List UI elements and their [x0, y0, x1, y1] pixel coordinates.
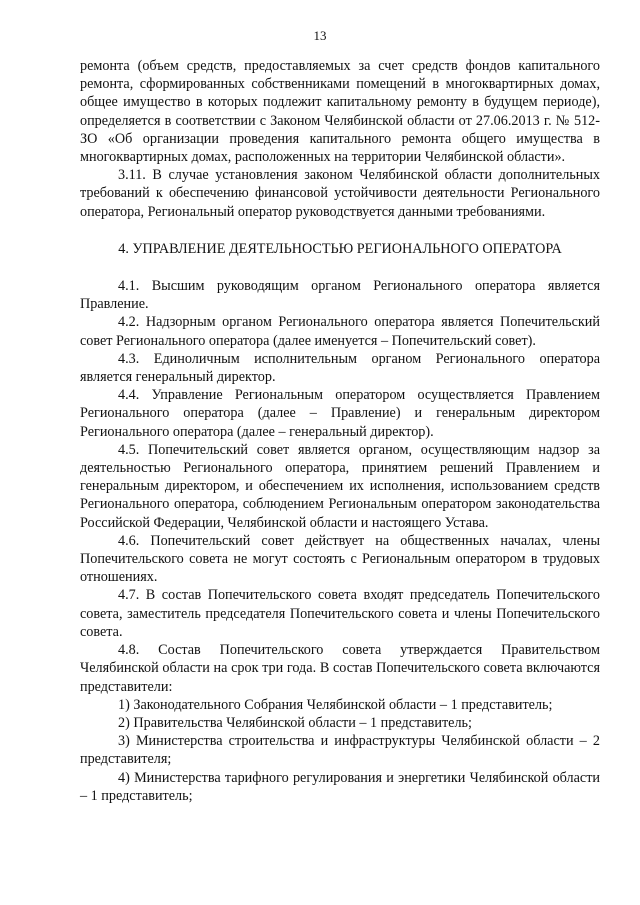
section-heading-4: 4. УПРАВЛЕНИЕ ДЕЯТЕЛЬНОСТЬЮ РЕГИОНАЛЬНОГО ОПЕРАТОРА: [118, 240, 562, 257]
paragraph-4-8: 4.8. Состав Попечительского совета утверждается Правительством Челябинской области на срок три года. В состав Попечительского совета включаются представители:: [80, 642, 600, 695]
paragraph-4-5: 4.5. Попечительский совет является органом, осуществляющим надзор за деятельностью Регионального оператора, принятием решений Правлением и генеральным директором, и обеспечением их исполнения, использованием средств Регионального оператора, соблюдением Региональным оператором законодательства Российской Федерации, Челябинской области и настоящего Устава.: [80, 441, 600, 531]
paragraph-4-3: 4.3. Единоличным исполнительным органом Регионального оператора является генеральный директор.: [80, 350, 600, 386]
paragraph-4-4: 4.4. Управление Региональным оператором осуществляется Правлением Регионального оператора (далее – Правление) и генеральным директором Регионального оператора (далее – генеральный директор).: [80, 387, 600, 440]
list-item-2: 2) Правительства Челябинской области – 1 представитель;: [118, 714, 472, 731]
paragraph-4-1: 4.1. Высшим руководящим органом Регионального оператора является Правление.: [80, 278, 600, 313]
list-item-1: 1) Законодательного Собрания Челябинской области – 1 представитель;: [118, 696, 553, 713]
paragraph-3-11: 3.11. В случае установления законом Челябинской области дополнительных требований к обеспечению финансовой устойчивости деятельности Регионального оператора, Региональный оператор руководствуется данными требованиями.: [80, 167, 600, 220]
paragraph-4-7: 4.7. В состав Попечительского совета входят председатель Попечительского совета, заместитель председателя Попечительского совета и члены Попечительского совета.: [80, 587, 600, 640]
paragraph-4-2: 4.2. Надзорным органом Регионального оператора является Попечительский совет Регионального оператора (далее именуется – Попечительский совет).: [80, 314, 600, 349]
paragraph-4-6: 4.6. Попечительский совет действует на общественных началах, члены Попечительского совета не могут состоять с Региональным оператором в трудовых отношениях.: [80, 532, 600, 586]
page-number: 13: [313, 28, 327, 43]
list-item-3: 3) Министерства строительства и инфраструктуры Челябинской области – 2 представителя;: [80, 733, 600, 768]
paragraph-continuation: ремонта (объем средств, предоставляемых за счет средств фондов капитального ремонта, сформированных собственниками помещений в многоквартирных домах, общее имущество в которых подлежит капитальному ремонту в будущем периоде), определяется в соответствии с Законом Челябинской области от 27.06.2013 г. № 512-ЗО «Об организации проведения капитального ремонта общего имущества в многоквартирных домах, расположенных на территории Челябинской области».: [80, 58, 600, 166]
list-item-4: 4) Министерства тарифного регулирования и энергетики Челябинской области – 1 представитель;: [80, 769, 600, 804]
document-body: [80, 57, 600, 805]
